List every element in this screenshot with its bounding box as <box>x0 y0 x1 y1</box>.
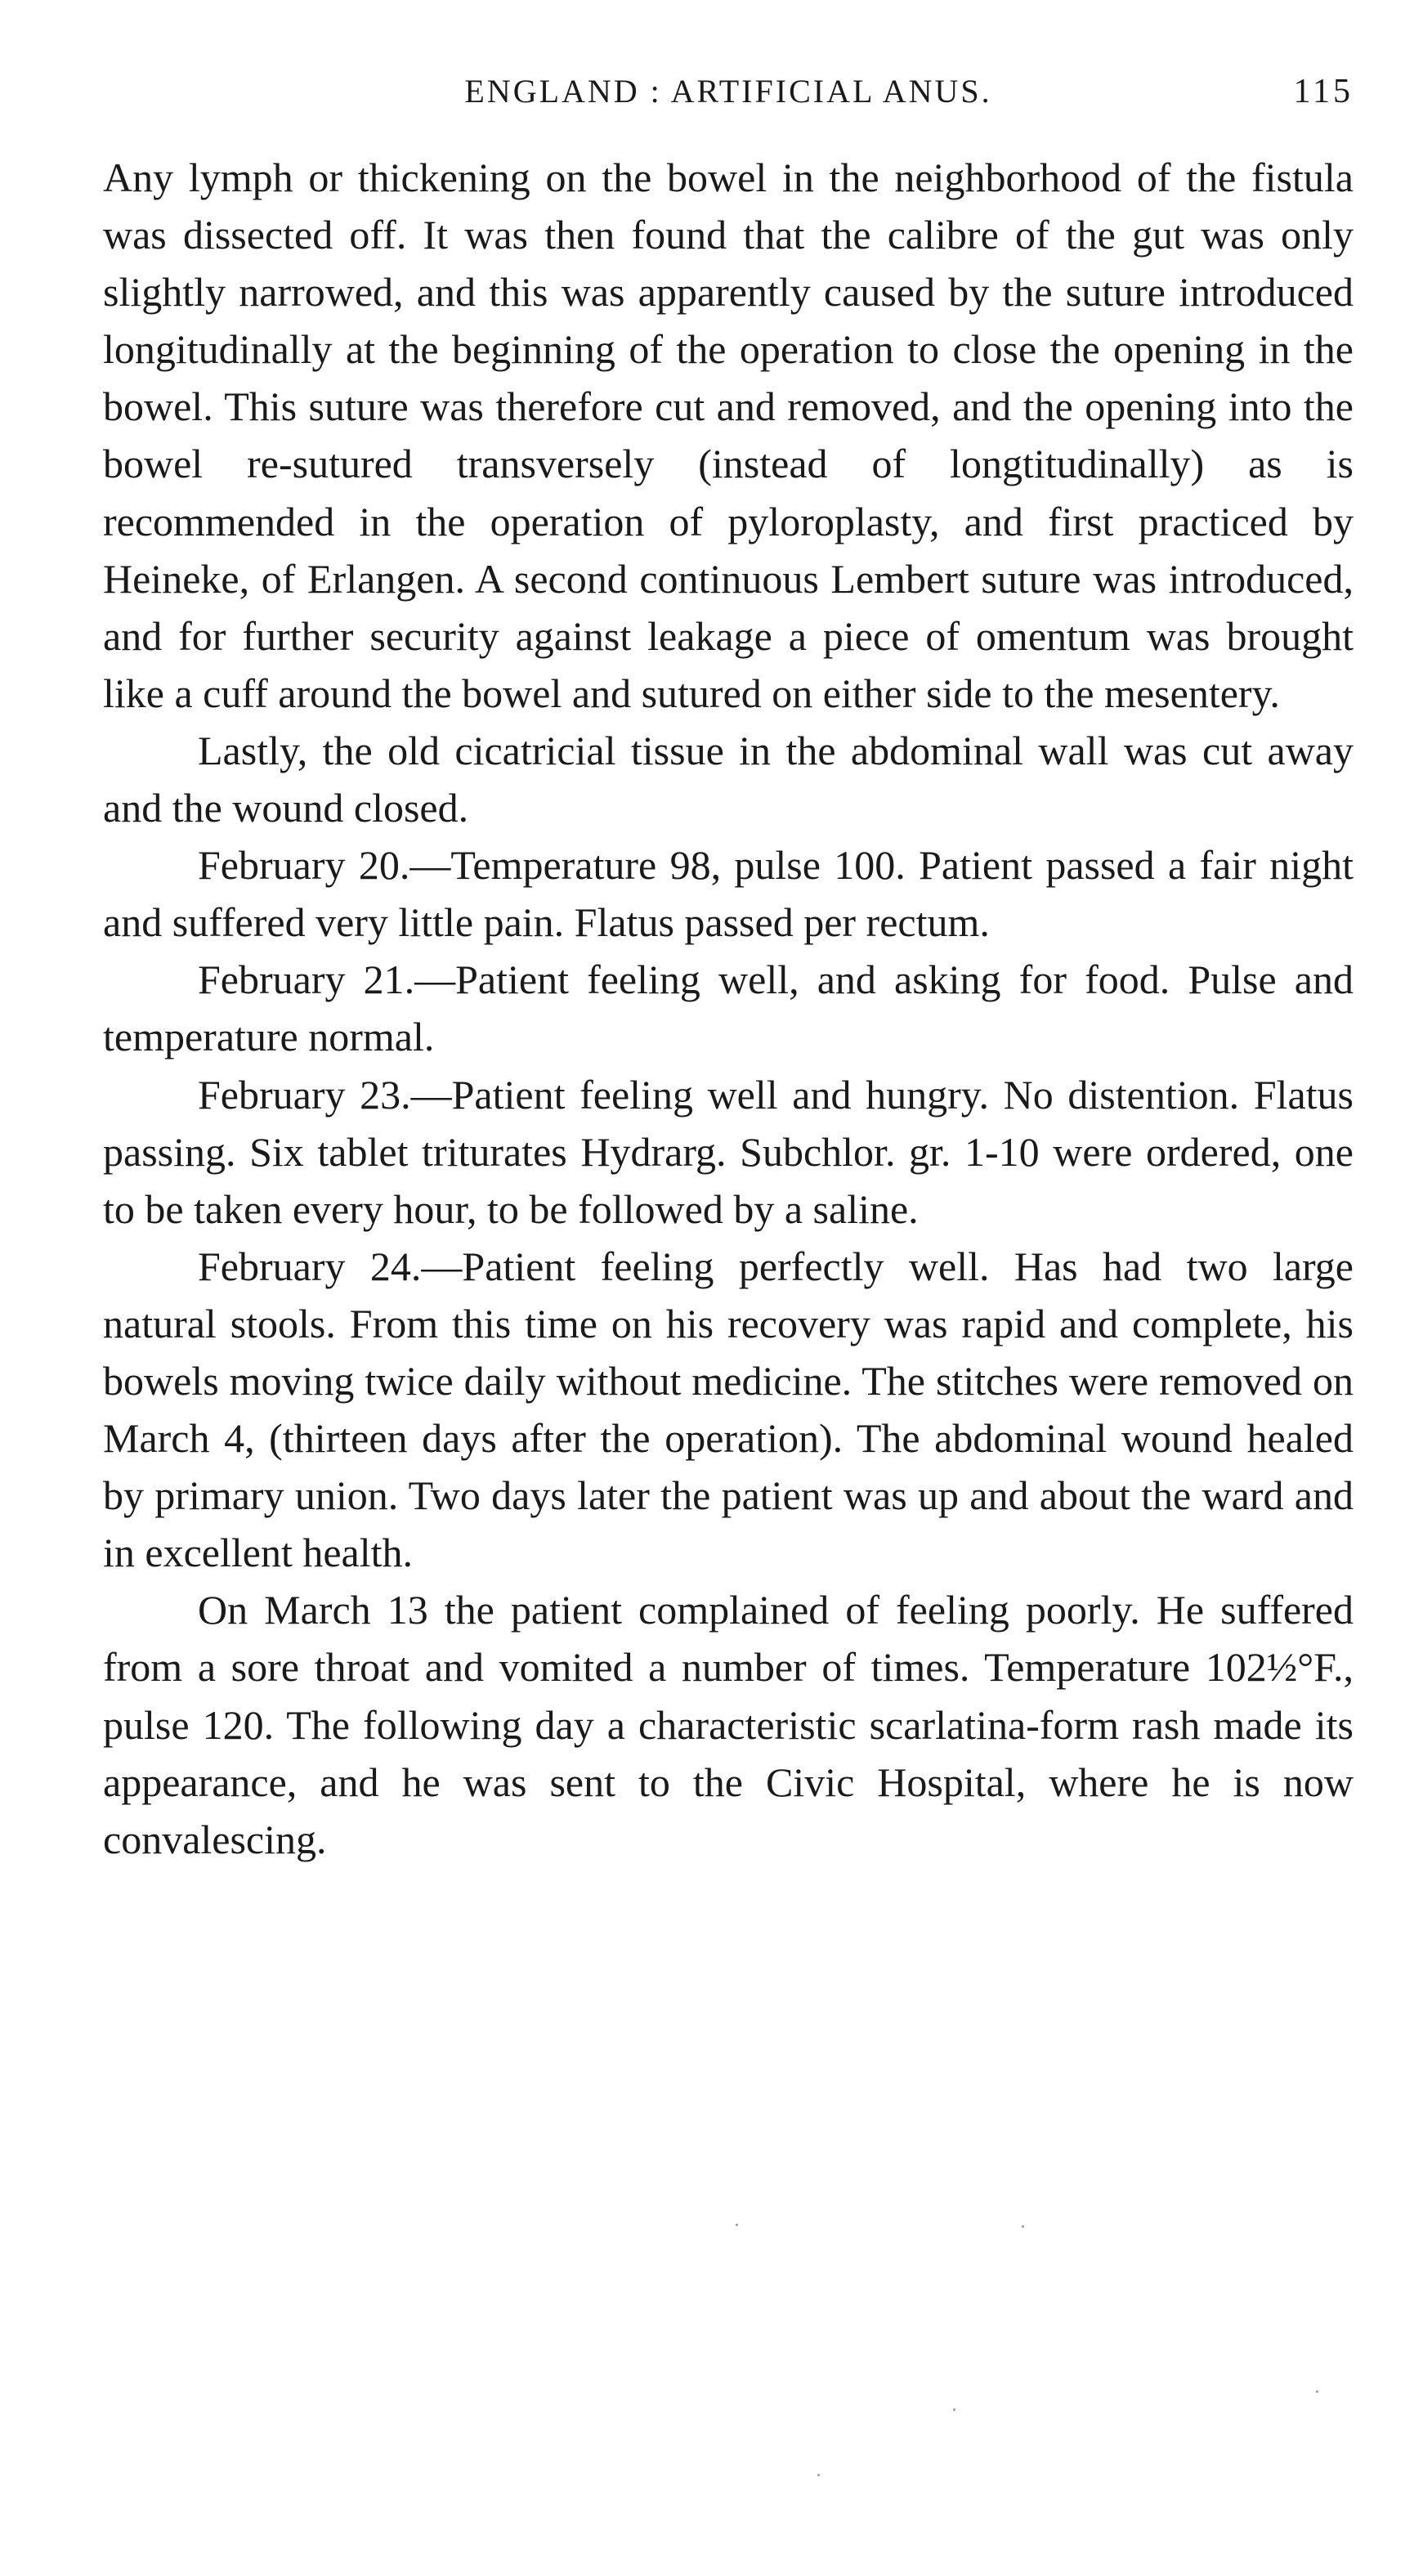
paragraph-feb-20: February 20.—Temperature 98, pulse 100. Patient passed a fair night and suffered very little pain. Flatus passed per rectum. <box>103 842 1354 946</box>
running-title: ENGLAND : ARTIFICIAL ANUS. <box>464 73 992 110</box>
running-head <box>103 67 1354 116</box>
paragraph-feb-21: February 21.—Patient feeling well, and asking for food. Pulse and temperature normal. <box>103 956 1354 1060</box>
body-text <box>103 149 1354 1868</box>
paragraph-feb-23: February 23.—Patient feeling well and hungry. No distention. Flatus passing. Six tablet triturates Hydrarg. Subchlor. gr. 1-10 were ordered, one to be taken every hour, to be followed by a saline. <box>103 1071 1354 1232</box>
page-number: 115 <box>1293 73 1354 110</box>
paragraph-closure: Lastly, the old cicatricial tissue in the abdominal wall was cut away and the wound closed. <box>103 727 1354 831</box>
paragraph-dissection: Any lymph or thickening on the bowel in the neighborhood of the fistula was dissected off. It was then found that the calibre of the gut was only slightly narrowed, and this was apparently caused by the suture introduced longitudinally at the beginning of the operation to close the opening in the bowel. This suture was therefore cut and removed, and the opening into the bowel re-sutured transversely (instead of longtitudinally) as is recommended in the operation of pyloroplasty, and first practiced by Heineke, of Erlangen. A second continuous Lembert suture was introduced, and for further security against leakage a piece of omentum was brought like a cuff around the bowel and sutured on either side to the mesentery. <box>103 155 1354 716</box>
paragraph-march-13: On March 13 the patient complained of feeling poorly. He suffered from a sore throat and vomited a number of times. Temperature 102½°F., pulse 120. The following day a characteristic scarlatina-form rash made its appearance, and he was sent to the Civic Hospital, where he is now convalescing. <box>103 1587 1354 1862</box>
paragraph-feb-24: February 24.—Patient feeling perfectly well. Has had two large natural stools. From this time on his recovery was rapid and complete, his bowels moving twice daily without medicine. The stitches were removed on March 4, (thirteen days after the operation). The abdominal wound healed by primary union. Two days later the patient was up and about the ward and in excellent health. <box>103 1243 1354 1576</box>
